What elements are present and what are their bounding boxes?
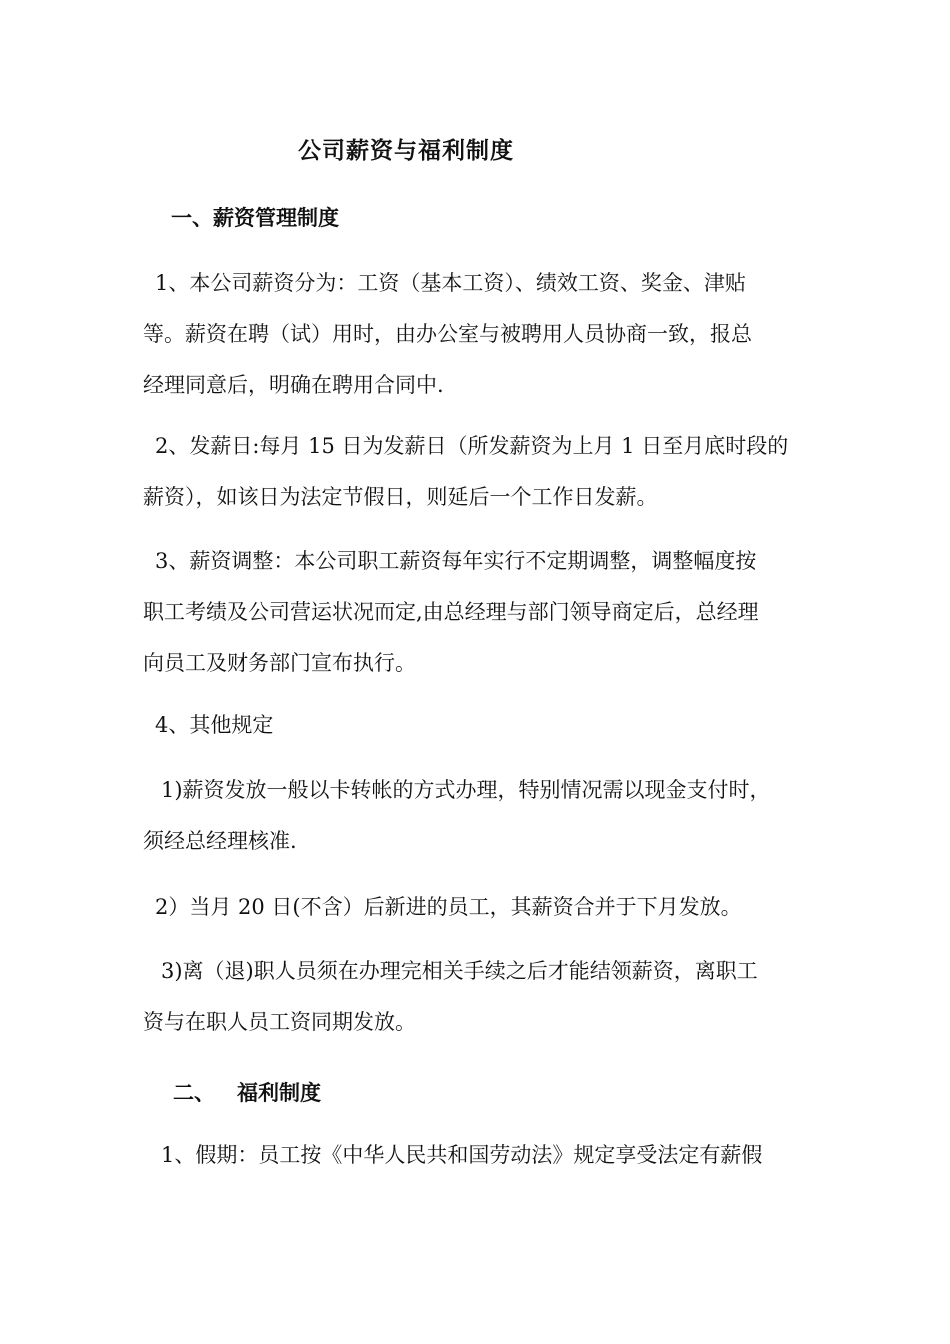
section-heading-benefits <box>173 1077 321 1107</box>
paragraph-line: 3、薪资调整：本公司职工薪资每年实行不定期调整，调整幅度按 <box>155 549 757 573</box>
paragraph-holidays <box>143 1130 809 1181</box>
paragraph-line: 3)离（退)职人员须在办理完相关手续之后才能结领薪资，离职工 <box>161 959 758 983</box>
paragraph-line: 1、假期：员工按《中华人民共和国劳动法》规定享受法定有薪假 <box>161 1143 763 1167</box>
section-number: 二、 <box>173 1081 215 1105</box>
paragraph-line: 1、本公司薪资分为：工资（基本工资）、绩效工资、奖金、津贴 <box>155 271 746 295</box>
paragraph-line: 职工考绩及公司营运状况而定,由总经理与部门领导商定后，总经理 <box>143 600 759 624</box>
paragraph-line: 1)薪资发放一般以卡转帐的方式办理，特别情况需以现金支付时， <box>161 778 771 802</box>
paragraph-payday <box>143 421 809 523</box>
paragraph-salary-composition <box>143 258 809 411</box>
paragraph-line: 薪资），如该日为法定节假日，则延后一个工作日发薪。 <box>143 485 658 509</box>
paragraph-line: 2、发薪日:每月 15 日为发薪日（所发薪资为上月 1 日至月底时段的 <box>155 434 789 458</box>
paragraph-line: 须经总经理核准. <box>143 829 297 853</box>
paragraph-salary-adjustment <box>143 536 809 689</box>
paragraph-line: 经理同意后，明确在聘用合同中. <box>143 373 444 397</box>
paragraph-line: 资与在职人员工资同期发放。 <box>143 1010 416 1034</box>
paragraph-other-rules <box>143 700 809 751</box>
paragraph-line: 向员工及财务部门宣布执行。 <box>143 651 416 675</box>
document-title: 公司薪资与福利制度 <box>298 138 514 164</box>
section-heading-salary: 一、薪资管理制度 <box>171 206 339 230</box>
paragraph-rule-payment-method <box>143 765 809 867</box>
paragraph-rule-new-employee <box>143 882 809 933</box>
paragraph-line: 等。薪资在聘（试）用时，由办公室与被聘用人员协商一致，报总 <box>143 322 752 346</box>
paragraph-rule-departing-staff <box>143 946 809 1048</box>
paragraph-line: 2）当月 20 日(不含）后新进的员工，其薪资合并于下月发放。 <box>155 895 742 919</box>
paragraph-line: 4、其他规定 <box>155 713 274 737</box>
section-heading-text: 福利制度 <box>237 1081 321 1105</box>
